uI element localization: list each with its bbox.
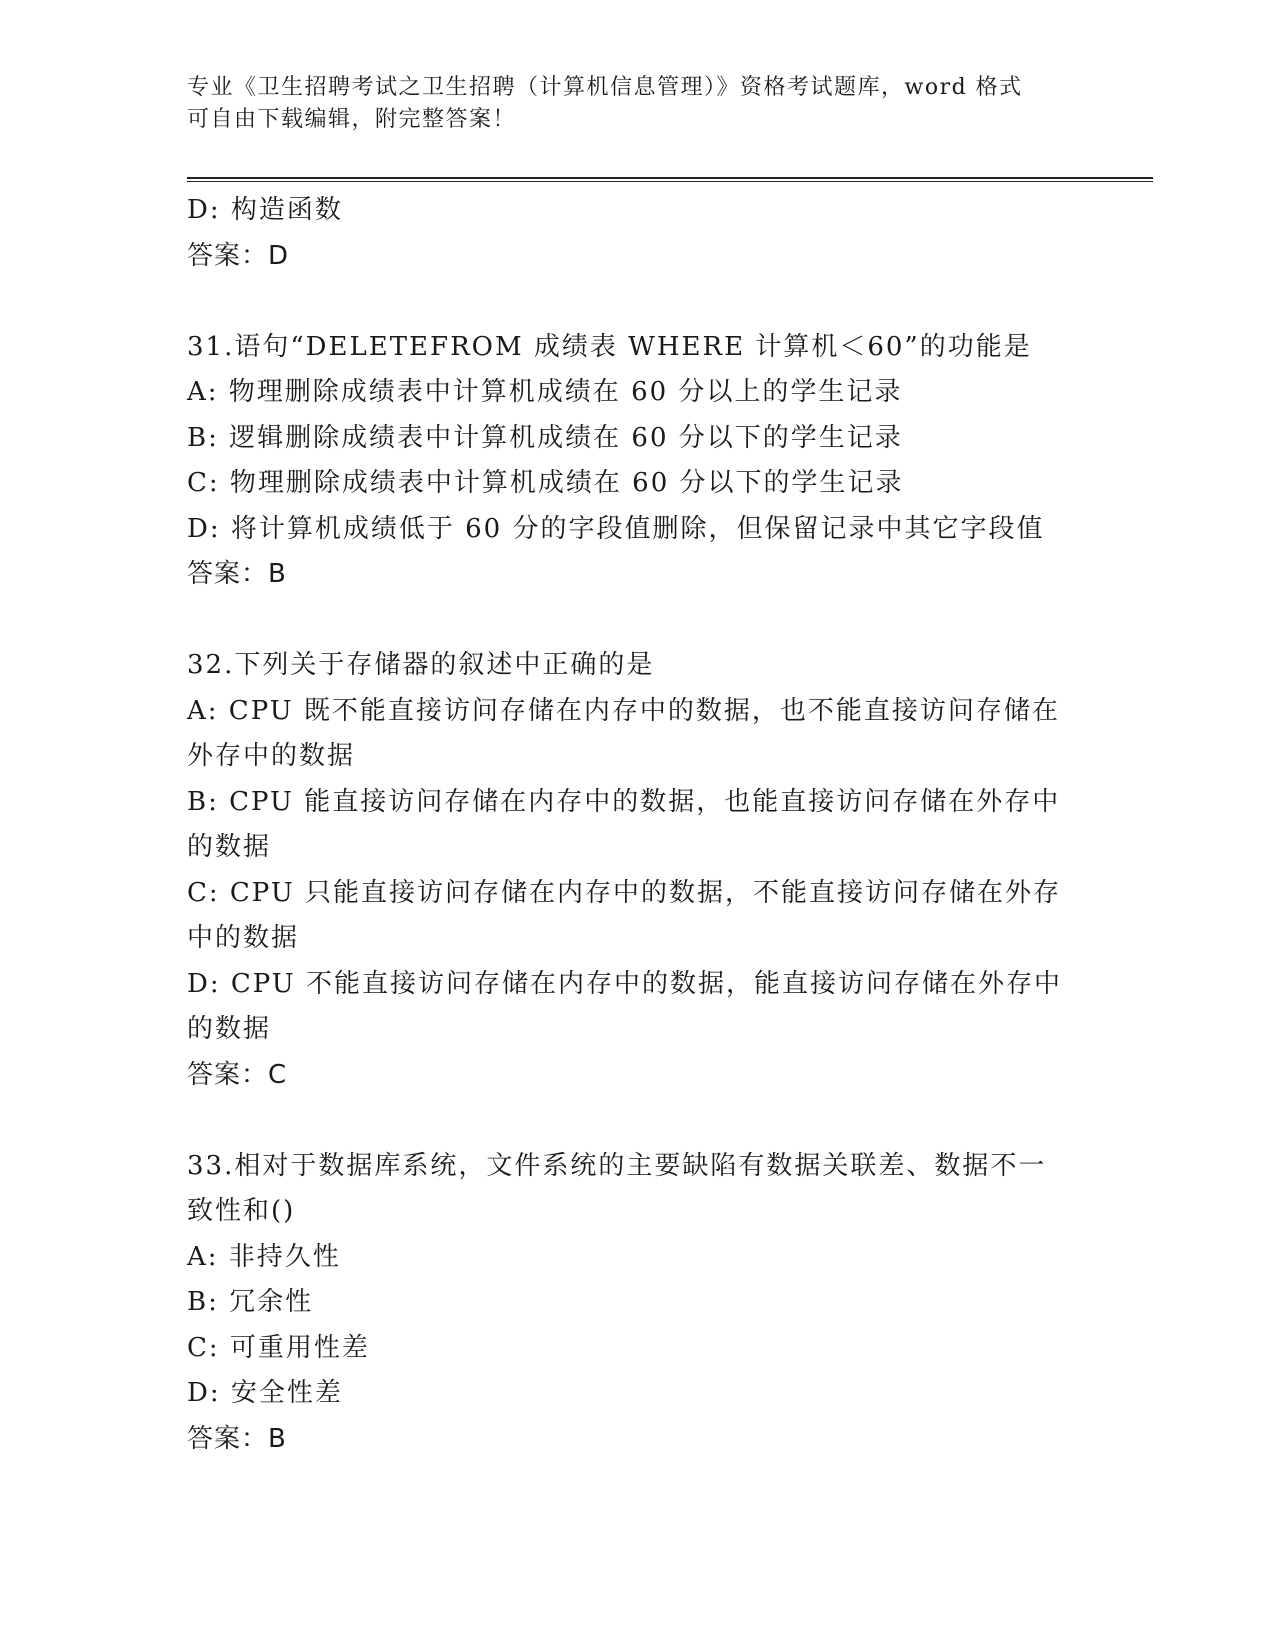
answer-line: 答案：D — [187, 240, 290, 271]
question-stem: 33.相对于数据库系统，文件系统的主要缺陷有数据关联差、数据不一 — [187, 1150, 1047, 1181]
option-d-continued: 的数据 — [187, 1014, 272, 1044]
option-d: D: 安全性差 — [187, 1378, 343, 1408]
question-content — [187, 188, 1087, 1462]
option-c: C: 物理删除成绩表中计算机成绩在 60 分以下的学生记录 — [187, 468, 904, 498]
question-stem-continued: 致性和() — [187, 1196, 296, 1226]
spacer — [187, 1098, 1087, 1144]
answer-line: 答案：C — [187, 1059, 288, 1090]
header-line-1: 专业《卫生招聘考试之卫生招聘（计算机信息管理）》资格考试题库，word 格式 — [187, 75, 1023, 100]
answer-line: 答案：B — [187, 559, 287, 589]
question-stem: 31.语句“DELETEFROM 成绩表 WHERE 计算机＜60”的功能是 — [187, 331, 1032, 362]
spacer — [187, 279, 1087, 325]
page-header — [187, 72, 1067, 136]
option-a-continued: 外存中的数据 — [187, 741, 356, 771]
option-a: A: 非持久性 — [187, 1241, 341, 1272]
option-c-continued: 中的数据 — [187, 923, 300, 953]
question-31 — [187, 325, 1087, 598]
question-stem: 32.下列关于存储器的叙述中正确的是 — [187, 650, 655, 680]
option-a: A: 物理删除成绩表中计算机成绩在 60 分以上的学生记录 — [187, 377, 903, 407]
spacer — [187, 598, 1087, 644]
question-33 — [187, 1144, 1087, 1463]
option-b: B: 冗余性 — [187, 1287, 314, 1317]
option-c: C: CPU 只能直接访问存储在内存中的数据，不能直接访问存储在外存 — [187, 877, 1062, 908]
continued-question — [187, 188, 1087, 279]
option-a: A: CPU 既不能直接访问存储在内存中的数据，也不能直接访问存储在 — [187, 695, 1060, 726]
option-d: D: CPU 不能直接访问存储在内存中的数据，能直接访问存储在外存中 — [187, 968, 1062, 999]
option-b: B: 逻辑删除成绩表中计算机成绩在 60 分以下的学生记录 — [187, 422, 903, 453]
option-d: D: 构造函数 — [187, 195, 343, 225]
option-b-continued: 的数据 — [187, 832, 272, 862]
header-divider — [187, 177, 1153, 182]
option-c: C: 可重用性差 — [187, 1332, 370, 1363]
option-d: D: 将计算机成绩低于 60 分的字段值删除，但保留记录中其它字段值 — [187, 513, 1045, 544]
question-32 — [187, 643, 1087, 1098]
answer-line: 答案：B — [187, 1423, 287, 1454]
header-line-2: 可自由下载编辑，附完整答案！ — [187, 107, 517, 132]
option-b: B: CPU 能直接访问存储在内存中的数据，也能直接访问存储在外存中 — [187, 786, 1061, 817]
